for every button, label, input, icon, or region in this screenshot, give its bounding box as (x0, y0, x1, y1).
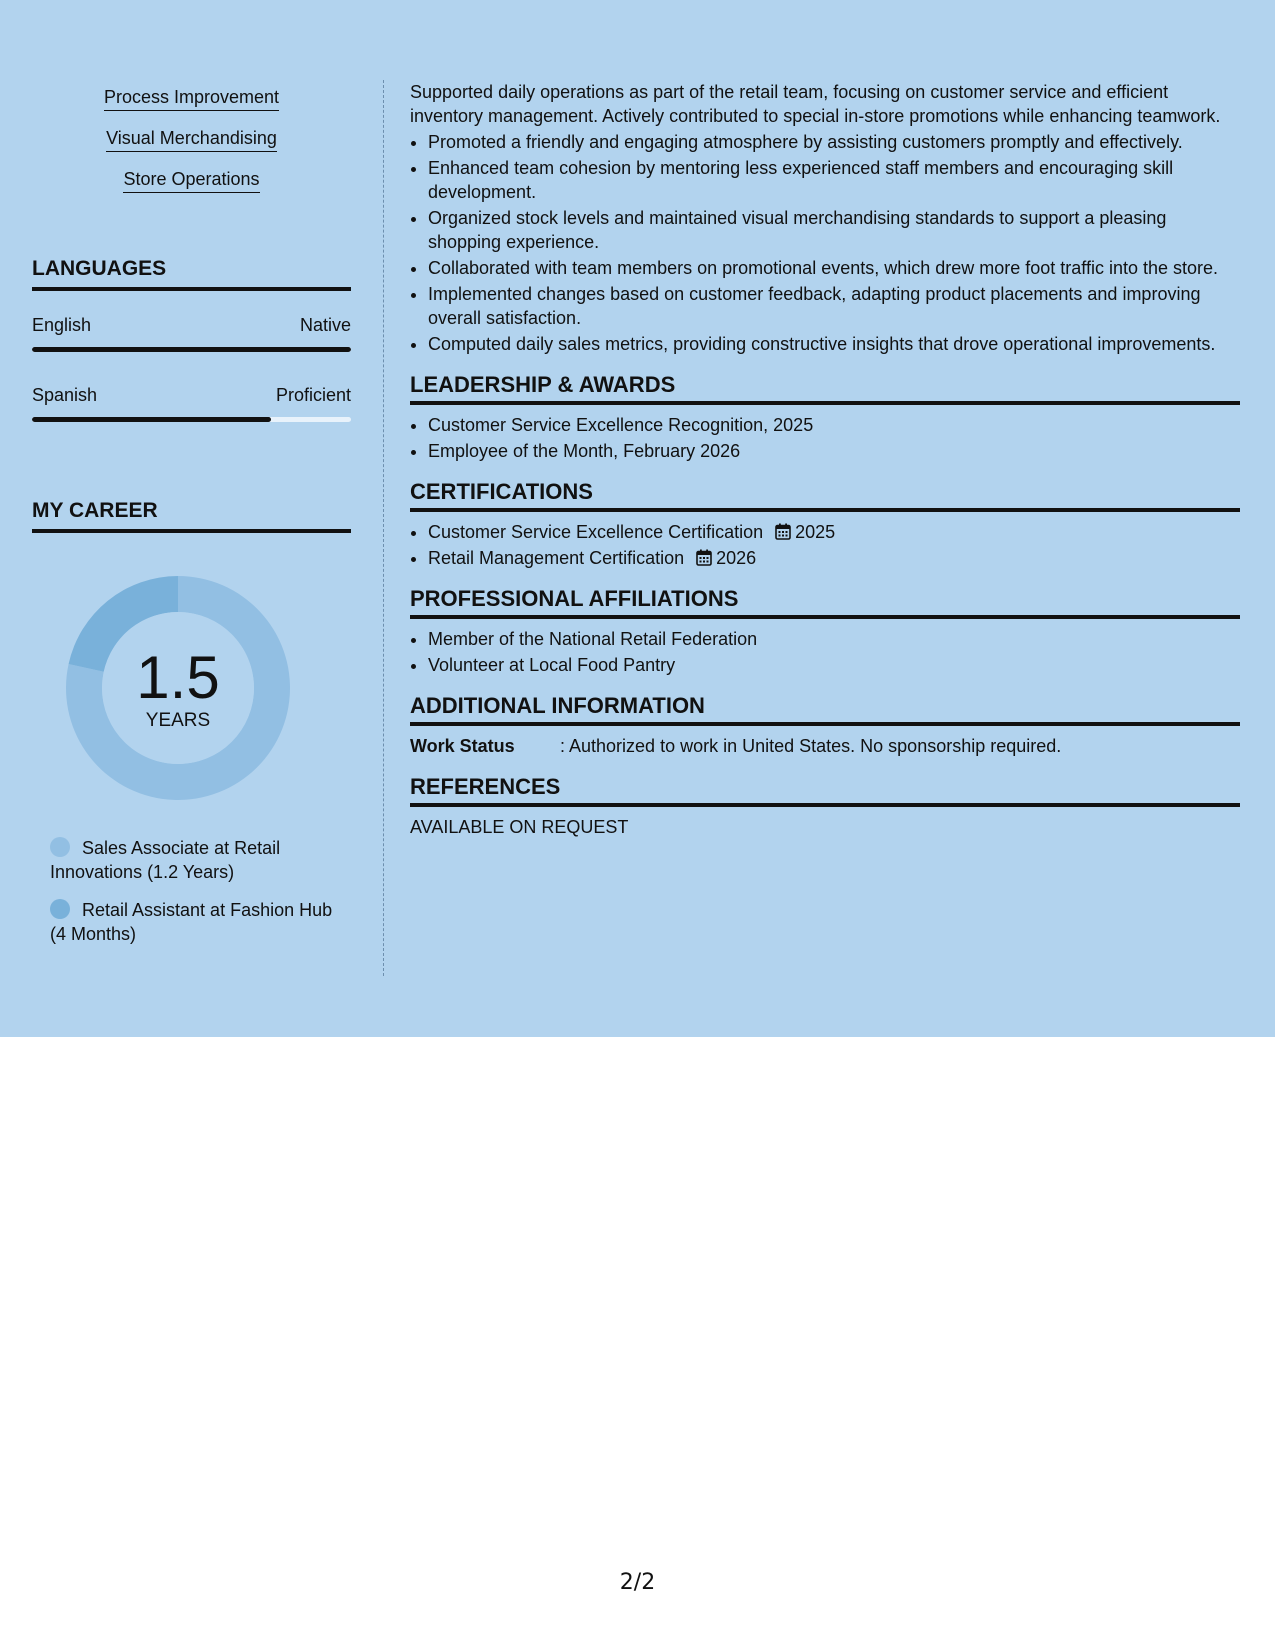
calendar-icon (775, 523, 791, 540)
work-status-value: : Authorized to work in United States. No sponsorship required. (560, 736, 1062, 756)
references-heading: REFERENCES (410, 774, 1240, 807)
column-divider (383, 80, 384, 976)
legend-dot-icon (50, 837, 70, 857)
career-donut-chart (66, 576, 290, 800)
language-name: English (32, 315, 92, 335)
certifications-heading: CERTIFICATIONS (410, 479, 1240, 512)
career-legend-item (50, 898, 340, 946)
experience-bullet: • Implemented changes based on customer feedback, adapting product placements and improving overall satisfaction. (428, 282, 1240, 330)
certifications-list (410, 520, 1240, 570)
skills-list (32, 86, 351, 209)
languages-heading: LANGUAGES (32, 256, 351, 291)
certification-name: Customer Service Excellence Certification (428, 522, 764, 542)
certification-name: Retail Management Certification (428, 548, 685, 568)
work-status-label: Work Status (410, 736, 515, 756)
affiliations-heading: PROFESSIONAL AFFILIATIONS (410, 586, 1240, 619)
references-text: AVAILABLE ON REQUEST (410, 817, 629, 837)
donut-center-label (66, 576, 290, 800)
affiliations-list (410, 627, 1240, 677)
career-legend-label: Retail Assistant at Fashion Hub (4 Months) (50, 900, 333, 944)
additional-info-heading: ADDITIONAL INFORMATION (410, 693, 1240, 726)
language-proficiency-bar (32, 417, 351, 422)
work-status-row (410, 734, 1240, 758)
language-proficiency-bar (32, 347, 351, 352)
experience-intro: Supported daily operations as part of the retail team, focusing on customer service and efficient inventory management. Actively contributed to special in-store promotions while enhancing teamwork. (410, 82, 1221, 126)
experience-bullet: • Organized stock levels and maintained visual merchandising standards to support a pleasing shopping experience. (428, 206, 1240, 254)
experience-bullet: • Promoted a friendly and engaging atmosphere by assisting customers promptly and effectively. (428, 130, 1240, 154)
skill-item: Visual Merchandising (106, 127, 277, 152)
language-name: Spanish (32, 385, 98, 405)
certification-item (428, 520, 1240, 544)
career-legend-item (50, 836, 340, 884)
leadership-item: • Customer Service Excellence Recognition, 2025 (428, 413, 1240, 437)
certification-year: 2025 (795, 522, 836, 542)
experience-bullet: • Enhanced team cohesion by mentoring less experienced staff members and encouraging skill development. (428, 156, 1240, 204)
career-total-unit: YEARS (145, 710, 211, 731)
leadership-heading: LEADERSHIP & AWARDS (410, 372, 1240, 405)
career-legend-label: Sales Associate at Retail Innovations (1.2 Years) (50, 838, 281, 882)
language-level: Proficient (275, 385, 351, 405)
legend-dot-icon (50, 899, 70, 919)
affiliation-item: • Volunteer at Local Food Pantry (428, 653, 1240, 677)
affiliation-item: • Member of the National Retail Federation (428, 627, 1240, 651)
career-heading: MY CAREER (32, 498, 351, 533)
leadership-item: • Employee of the Month, February 2026 (428, 439, 1240, 463)
skill-item: Store Operations (123, 168, 259, 193)
certification-item (428, 546, 1240, 570)
language-proficiency-fill (32, 417, 271, 422)
career-total-years: 1.5 (136, 644, 220, 711)
language-proficiency-fill (32, 347, 351, 352)
calendar-icon (696, 549, 712, 566)
experience-bullet: • Collaborated with team members on promotional events, which drew more foot traffic into the store. (428, 256, 1240, 280)
certification-year: 2026 (716, 548, 757, 568)
experience-bullet: • Computed daily sales metrics, providing constructive insights that drove operational improvements. (428, 332, 1240, 356)
right-column (410, 80, 1240, 839)
experience-bullets (410, 130, 1240, 356)
skill-item: Process Improvement (104, 86, 279, 111)
career-legend (50, 836, 340, 960)
language-level: Native (299, 315, 351, 335)
page-number: 2/2 (619, 1570, 656, 1595)
leadership-list (410, 413, 1240, 463)
